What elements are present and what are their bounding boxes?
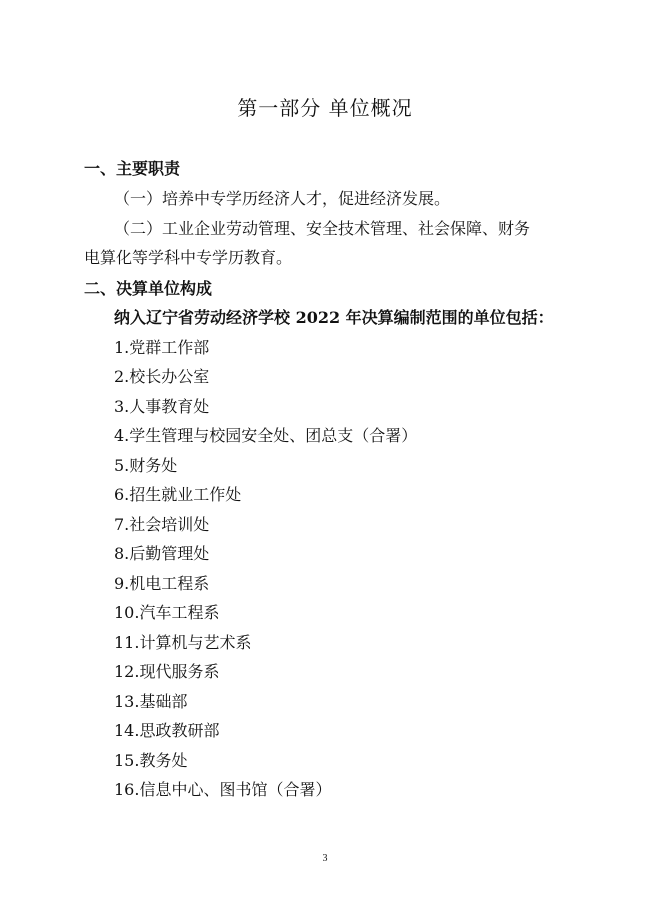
unit-item: 5.财务处 <box>114 456 178 475</box>
unit-item: 11.计算机与艺术系 <box>114 633 252 652</box>
section-heading-units: 二、决算单位构成 <box>84 279 213 298</box>
duty-item-1: （一）培养中专学历经济人才，促进经济发展。 <box>114 189 451 208</box>
unit-item: 13.基础部 <box>114 692 188 711</box>
unit-item: 8.后勤管理处 <box>114 544 210 563</box>
unit-item: 2.校长办公室 <box>114 367 210 386</box>
units-intro: 纳入辽宁省劳动经济学校 2022 年决算编制范围的单位包括： <box>114 308 554 327</box>
unit-item: 3.人事教育处 <box>114 397 210 416</box>
unit-item: 9.机电工程系 <box>114 574 210 593</box>
unit-item: 10.汽车工程系 <box>114 603 220 622</box>
page-number: 3 <box>322 853 328 864</box>
unit-item: 7.社会培训处 <box>114 515 210 534</box>
unit-item: 1.党群工作部 <box>114 338 210 357</box>
unit-item: 4.学生管理与校园安全处、团总支（合署） <box>114 426 418 445</box>
duty-item-2-continued: 电算化等学科中专学历教育。 <box>84 248 293 267</box>
section-heading-main-duties: 一、主要职责 <box>84 159 181 178</box>
unit-item: 15.教务处 <box>114 751 188 770</box>
unit-item: 14.思政教研部 <box>114 721 220 740</box>
unit-item: 6.招生就业工作处 <box>114 485 242 504</box>
unit-item: 12.现代服务系 <box>114 662 220 681</box>
duty-item-2: （二）工业企业劳动管理、安全技术管理、社会保障、财务 <box>114 219 531 238</box>
page-title: 第一部分 单位概况 <box>237 96 413 120</box>
unit-item: 16.信息中心、图书馆（合署） <box>114 780 332 799</box>
